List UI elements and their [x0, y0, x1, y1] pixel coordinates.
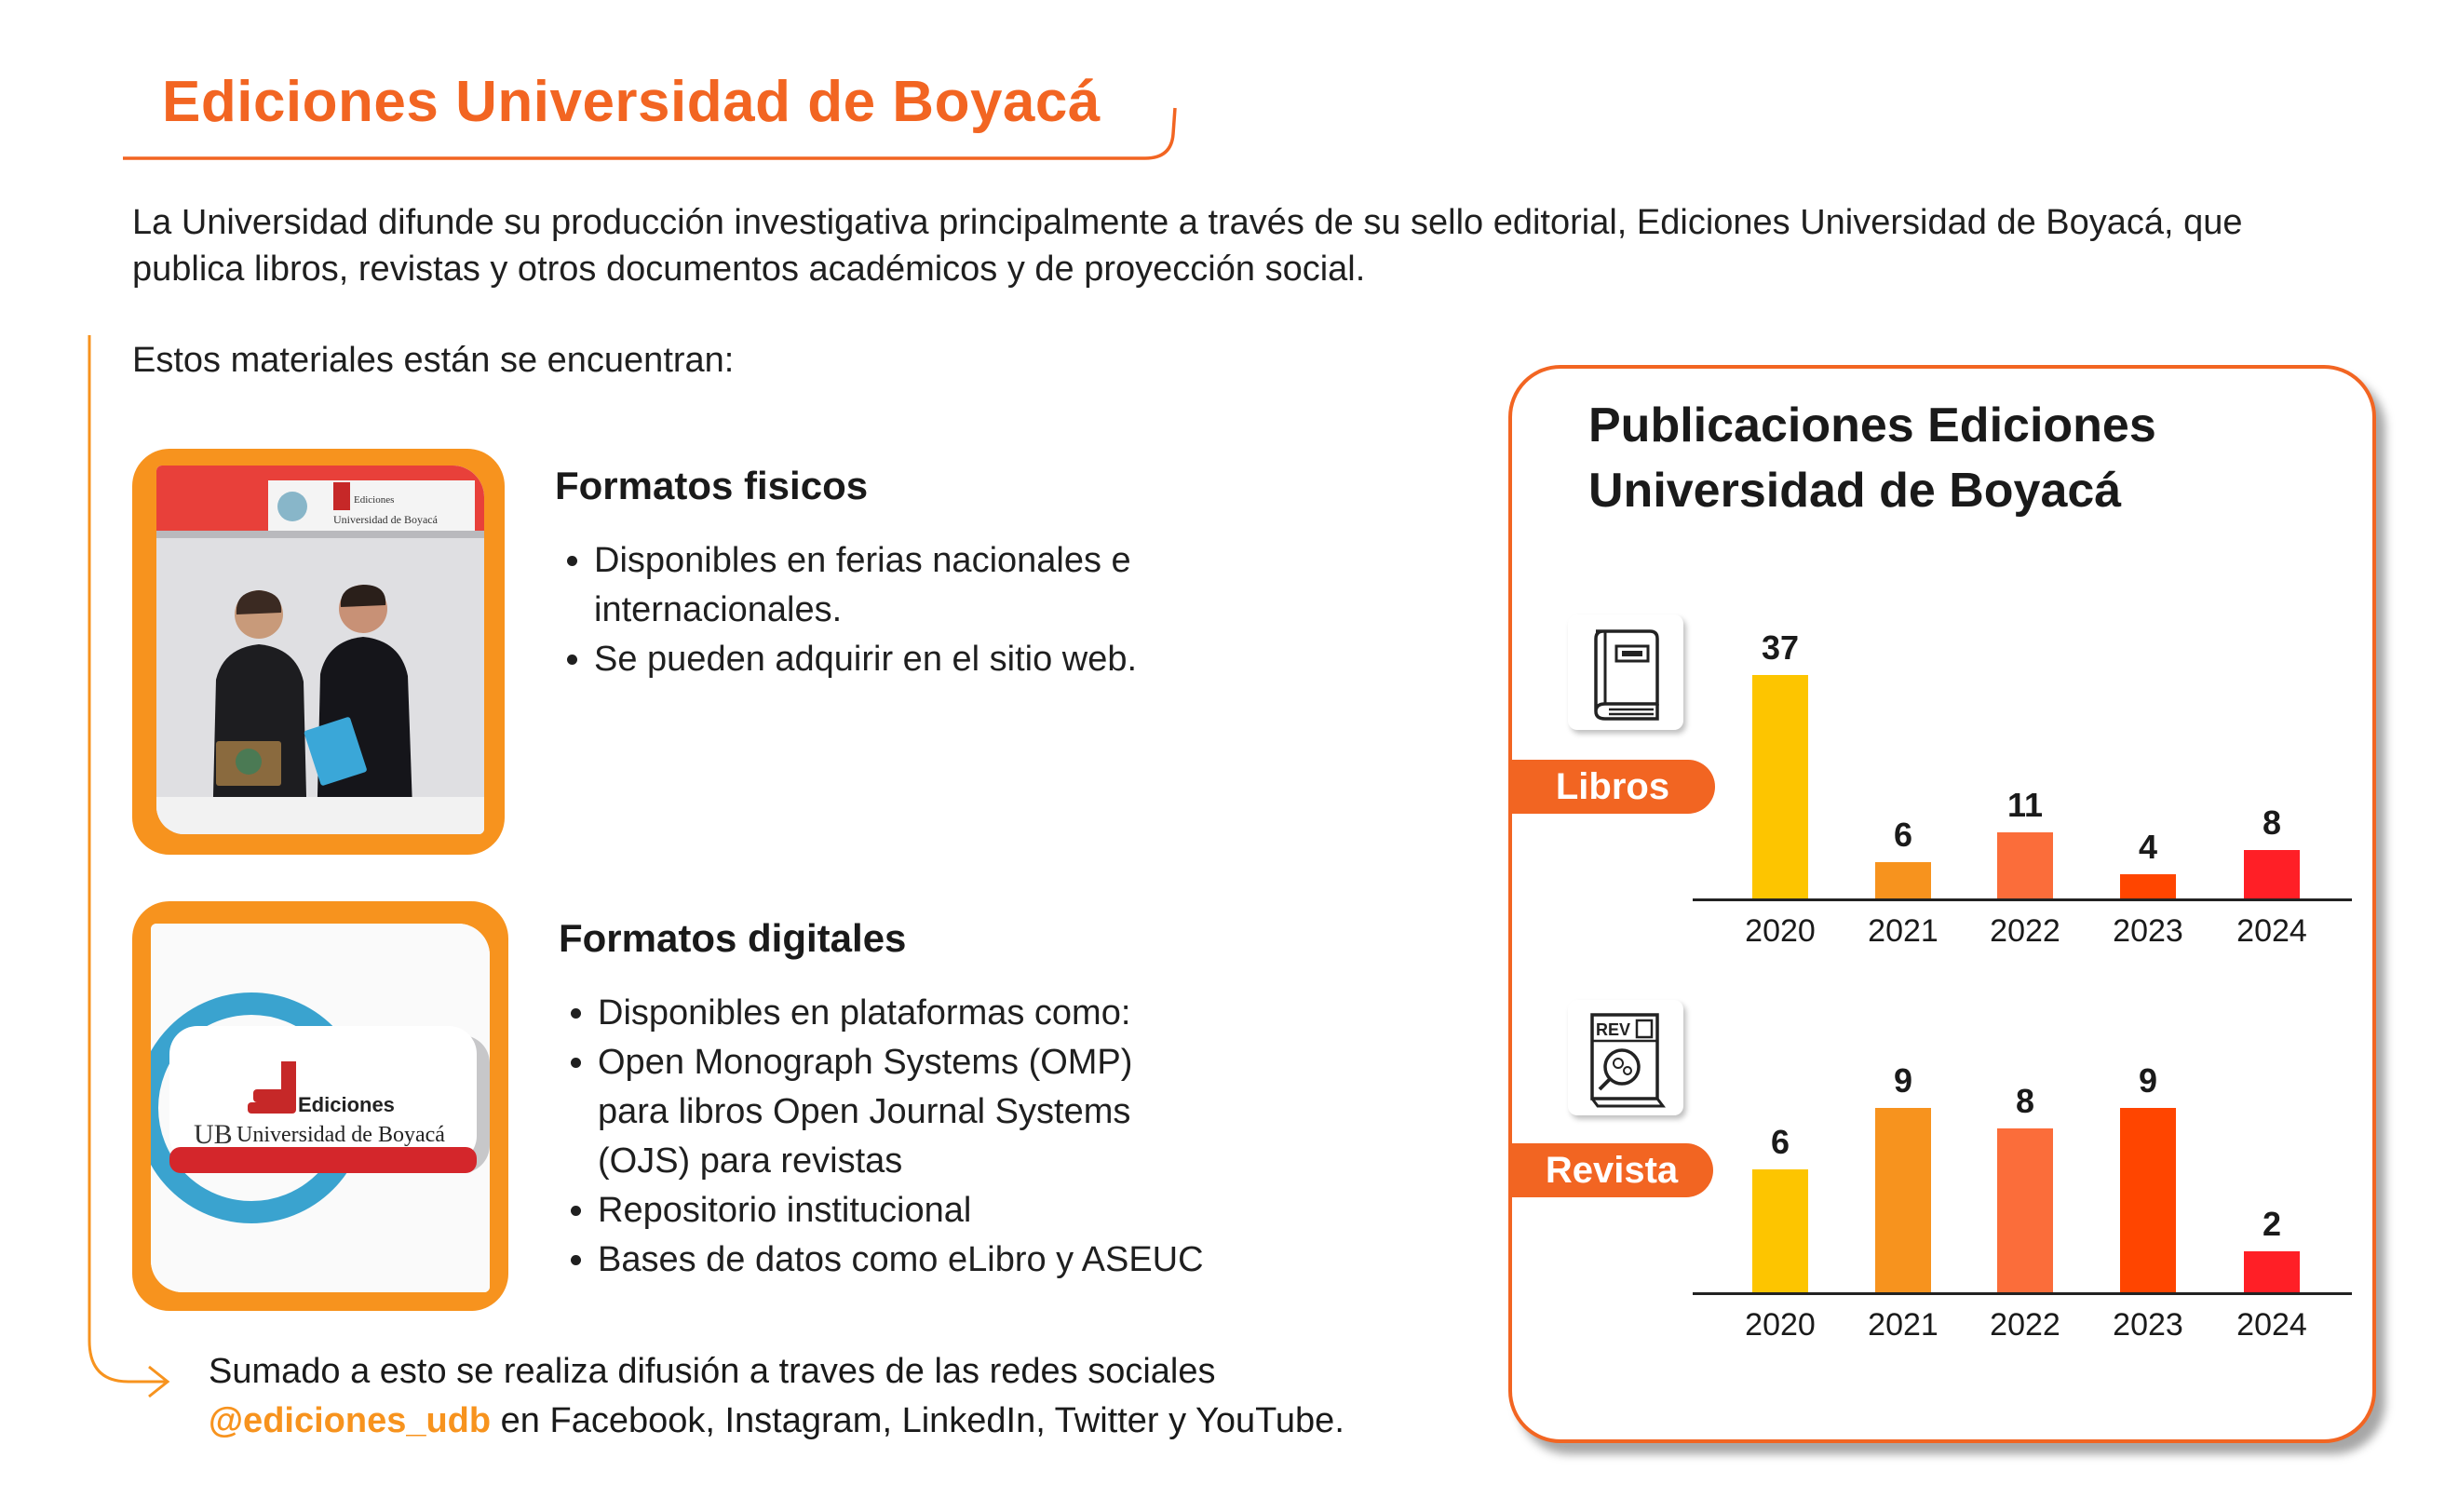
magazine-icon [1568, 1000, 1683, 1115]
list-item: • Se pueden adquirir en el sitio web. [594, 635, 1263, 684]
year-tick-label: 2023 [2113, 913, 2183, 949]
lead-text: Estos materiales están se encuentran: [132, 341, 735, 380]
brand-logo-image [151, 924, 490, 1292]
chart-axis [1693, 898, 2352, 901]
booth-logo-big: Universidad de Boyacá [333, 513, 438, 526]
libros-label: Libros [1510, 760, 1715, 814]
bar-value-label: 37 [1761, 628, 1800, 667]
panel-title-line-1: Publicaciones Ediciones [1588, 398, 2156, 452]
digital-list [559, 989, 1266, 1285]
year-tick-label: 2020 [1745, 913, 1816, 949]
bar-value-label: 11 [2006, 786, 2044, 824]
logo-ediciones: Ediciones [298, 1093, 395, 1116]
bar-2023 [2120, 874, 2176, 898]
logo-mark: UB [194, 1119, 233, 1150]
bar-value-label: 6 [1893, 816, 1913, 854]
year-tick-label: 2021 [1868, 913, 1938, 949]
bar-2022 [1997, 832, 2053, 898]
social-media-note [209, 1347, 1512, 1446]
physical-list [555, 536, 1263, 684]
bar-2020 [1752, 675, 1808, 898]
chart-axis [1693, 1292, 2352, 1295]
list-item: • Disponibles en plataformas como: [598, 989, 1266, 1038]
physical-section [555, 464, 1263, 684]
list-item: • Disponibles en ferias nacionales e internacionales. [594, 536, 1171, 635]
bar-value-label: 2 [2262, 1205, 2282, 1243]
bar-value-label: 4 [2138, 828, 2158, 866]
logo-university: Universidad de Boyacá [236, 1123, 445, 1147]
title-block [121, 60, 1173, 162]
panel-title-line-2: Universidad de Boyacá [1588, 464, 2122, 518]
year-tick-label: 2024 [2236, 913, 2307, 949]
booth-logo-small: Ediciones [354, 494, 395, 506]
revista-label: Revista [1510, 1143, 1713, 1197]
book-icon-box [1568, 614, 1683, 730]
svg-text:REV: REV [1596, 1020, 1631, 1039]
year-tick-label: 2024 [2236, 1307, 2307, 1343]
digital-logo-card [132, 901, 508, 1311]
bar-2024 [2244, 850, 2300, 898]
year-tick-label: 2020 [1745, 1307, 1816, 1343]
digital-title: Formatos digitales [559, 916, 907, 960]
year-tick-label: 2022 [1990, 913, 2060, 949]
social-line-2: en Facebook, Instagram, LinkedIn, Twitter y YouTube. [491, 1401, 1344, 1440]
intro-paragraph: La Universidad difunde su producción investigativa principalmente a través de su sello editorial, Ediciones Universidad de Boyacá, que publica libros, revistas y otros documentos académicos y de proyección social. [132, 203, 2243, 289]
bar-2024 [2244, 1251, 2300, 1292]
social-line-1: Sumado a esto se realiza difusión a traves de las redes sociales [209, 1352, 1216, 1391]
year-tick-label: 2021 [1868, 1307, 1938, 1343]
magazine-icon-box [1568, 1000, 1683, 1115]
physical-title: Formatos fisicos [555, 464, 869, 507]
bar-value-label: 9 [1893, 1061, 1913, 1100]
list-item: • Open Monograph Systems (OMP) para libros Open Journal Systems (OJS) para revistas [598, 1038, 1194, 1186]
bar-2022 [1997, 1128, 2053, 1292]
social-handle-link[interactable]: @ediciones_udb [209, 1401, 492, 1440]
year-tick-label: 2023 [2113, 1307, 2183, 1343]
bar-value-label: 9 [2138, 1061, 2158, 1100]
bar-2021 [1875, 1108, 1931, 1292]
panel-title [1588, 393, 2156, 523]
digital-section [559, 916, 1266, 1285]
bar-value-label: 8 [2262, 803, 2282, 842]
bar-value-label: 8 [2015, 1082, 2035, 1120]
bar-2021 [1875, 862, 1931, 898]
year-tick-label: 2022 [1990, 1307, 2060, 1343]
bar-2023 [2120, 1108, 2176, 1292]
list-item: • Bases de datos como eLibro y ASEUC [598, 1235, 1266, 1285]
list-item: • Repositorio institucional [598, 1186, 1266, 1235]
physical-photo-card [132, 449, 505, 855]
bar-2020 [1752, 1169, 1808, 1292]
bar-value-label: 6 [1770, 1123, 1790, 1161]
page-title: Ediciones Universidad de Boyacá [162, 70, 1101, 134]
fair-booth-photo [156, 466, 484, 834]
book-icon [1568, 614, 1683, 730]
